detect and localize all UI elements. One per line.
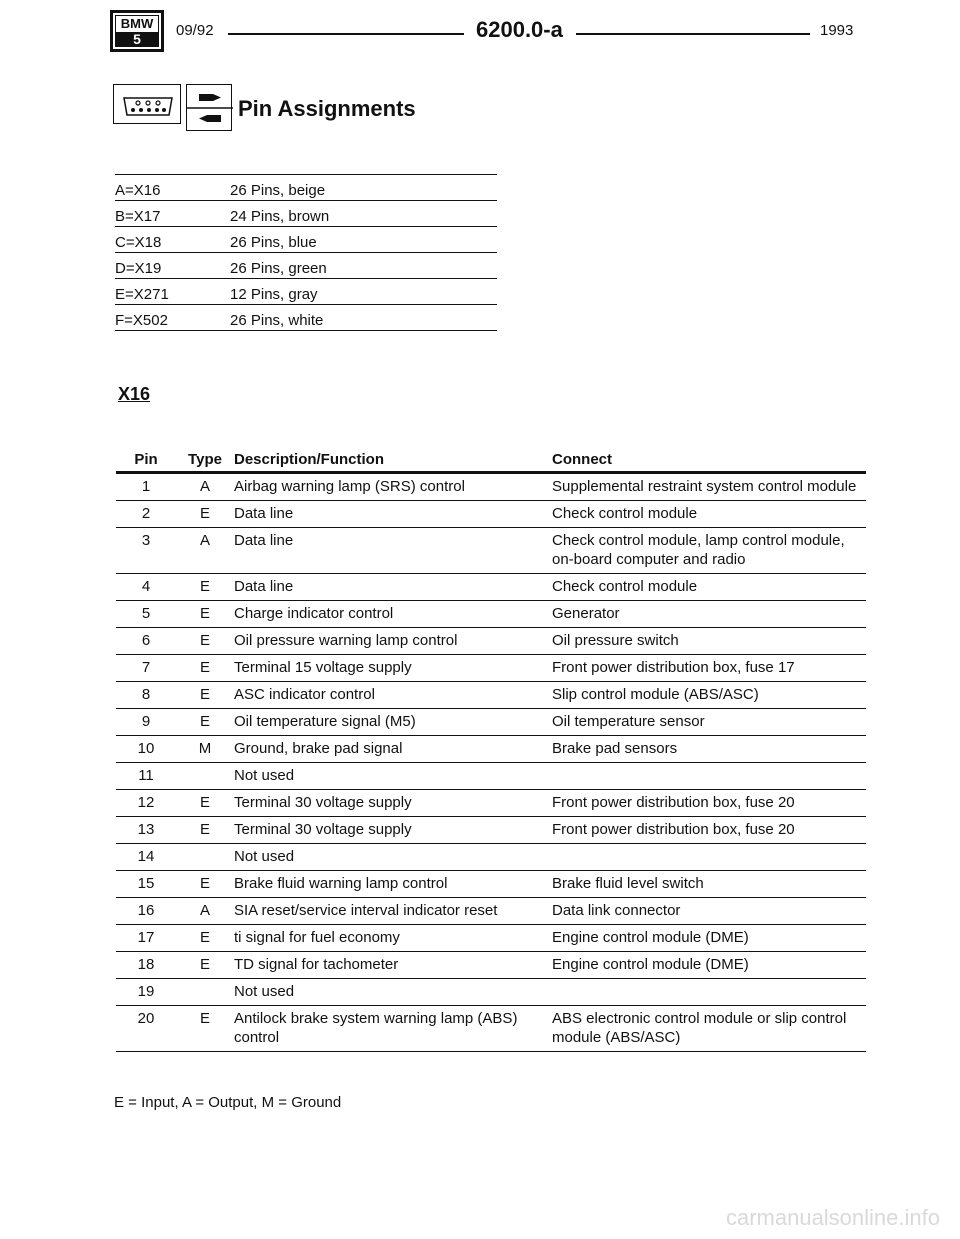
table-row [116, 952, 866, 979]
pin-number: 20 [116, 1006, 176, 1052]
pin-connect: Check control module [552, 501, 866, 528]
pin-connect: Oil temperature sensor [552, 709, 866, 736]
logo-brand-text: BMW [115, 15, 159, 33]
pin-type [176, 763, 234, 790]
connector-icon [113, 84, 181, 124]
pin-type: E [176, 871, 234, 898]
pin-description: Not used [234, 979, 552, 1006]
table-row [116, 817, 866, 844]
table-row [116, 979, 866, 1006]
connector-row [115, 227, 497, 253]
connector-row [115, 175, 497, 201]
pin-number: 10 [116, 736, 176, 763]
pin-description: Not used [234, 763, 552, 790]
connector-description: 26 Pins, green [230, 253, 497, 279]
header-date: 09/92 [176, 22, 214, 39]
pin-number: 7 [116, 655, 176, 682]
document-code: 6200.0-a [476, 17, 563, 42]
pin-connect: Brake fluid level switch [552, 871, 866, 898]
header-description: Description/Function [234, 449, 552, 473]
pin-connect: Check control module [552, 574, 866, 601]
connector-description: 12 Pins, gray [230, 279, 497, 305]
pin-type: M [176, 736, 234, 763]
pin-connect: Brake pad sensors [552, 736, 866, 763]
table-header-row [116, 449, 866, 473]
logo-series-text: 5 [115, 32, 159, 47]
table-row [116, 736, 866, 763]
pin-description: Not used [234, 844, 552, 871]
pin-connect: Front power distribution box, fuse 17 [552, 655, 866, 682]
table-row [116, 790, 866, 817]
pin-number: 5 [116, 601, 176, 628]
pin-number: 12 [116, 790, 176, 817]
pin-type: E [176, 601, 234, 628]
pin-description: Oil pressure warning lamp control [234, 628, 552, 655]
table-row [116, 501, 866, 528]
pin-type: E [176, 817, 234, 844]
table-row [116, 601, 866, 628]
pin-number: 13 [116, 817, 176, 844]
pin-description: Data line [234, 501, 552, 528]
pin-connect: Front power distribution box, fuse 20 [552, 817, 866, 844]
connector-description: 26 Pins, blue [230, 227, 497, 253]
pin-description: Oil temperature signal (M5) [234, 709, 552, 736]
pin-number: 1 [116, 473, 176, 501]
pin-description: Airbag warning lamp (SRS) control [234, 473, 552, 501]
pin-connect: Oil pressure switch [552, 628, 866, 655]
pin-number: 18 [116, 952, 176, 979]
pin-description: Terminal 30 voltage supply [234, 817, 552, 844]
pin-number: 2 [116, 501, 176, 528]
pin-number: 17 [116, 925, 176, 952]
pin-connect: Front power distribution box, fuse 20 [552, 790, 866, 817]
header-connect: Connect [552, 449, 866, 473]
connector-id: D=X19 [115, 253, 230, 279]
pin-number: 4 [116, 574, 176, 601]
connector-id: B=X17 [115, 201, 230, 227]
connector-description: 26 Pins, beige [230, 175, 497, 201]
pin-description: Charge indicator control [234, 601, 552, 628]
table-row [116, 473, 866, 501]
pin-type: A [176, 473, 234, 501]
pin-connect: Check control module, lamp control module, on-board computer and radio [552, 528, 866, 574]
pin-description: Ground, brake pad signal [234, 736, 552, 763]
pin-description: Data line [234, 528, 552, 574]
pin-description: Brake fluid warning lamp control [234, 871, 552, 898]
table-row [116, 655, 866, 682]
pin-connect: Engine control module (DME) [552, 925, 866, 952]
pin-description: TD signal for tachometer [234, 952, 552, 979]
pin-connect [552, 844, 866, 871]
pin-assignment-table [116, 449, 866, 1052]
table-row [116, 628, 866, 655]
pin-connect: Data link connector [552, 898, 866, 925]
pin-type: E [176, 709, 234, 736]
watermark: carmanualsonline.info [725, 1205, 940, 1230]
header-pin: Pin [116, 449, 176, 473]
connector-heading: X16 [118, 384, 151, 404]
table-row [116, 682, 866, 709]
pin-number: 11 [116, 763, 176, 790]
connector-row [115, 253, 497, 279]
table-row [116, 898, 866, 925]
pin-description: Terminal 15 voltage supply [234, 655, 552, 682]
pin-connect [552, 763, 866, 790]
section-title: Pin Assignments [238, 96, 416, 121]
pin-connect: ABS electronic control module or slip control module (ABS/ASC) [552, 1006, 866, 1052]
connector-description: 26 Pins, white [230, 305, 497, 331]
header-rule-right [576, 33, 810, 35]
table-row [116, 574, 866, 601]
header-rule-left [228, 33, 464, 35]
table-row [116, 528, 866, 574]
pin-number: 14 [116, 844, 176, 871]
pin-type [176, 979, 234, 1006]
pin-description: Data line [234, 574, 552, 601]
table-row [116, 763, 866, 790]
pin-number: 9 [116, 709, 176, 736]
connector-id: A=X16 [115, 175, 230, 201]
table-row [116, 844, 866, 871]
pin-number: 6 [116, 628, 176, 655]
pin-description: Antilock brake system warning lamp (ABS) control [234, 1006, 552, 1052]
connector-list [115, 174, 497, 331]
pin-type [176, 844, 234, 871]
table-row [116, 709, 866, 736]
pin-number: 16 [116, 898, 176, 925]
connector-row [115, 279, 497, 305]
pin-connect: Slip control module (ABS/ASC) [552, 682, 866, 709]
connector-row [115, 201, 497, 227]
pin-number: 8 [116, 682, 176, 709]
header-year: 1993 [820, 22, 854, 39]
pin-description: SIA reset/service interval indicator reset [234, 898, 552, 925]
pin-description: ti signal for fuel economy [234, 925, 552, 952]
pin-type: E [176, 501, 234, 528]
connector-id: C=X18 [115, 227, 230, 253]
table-row [116, 925, 866, 952]
pin-type: E [176, 682, 234, 709]
pin-connect: Supplemental restraint system control module [552, 473, 866, 501]
header-type: Type [176, 449, 234, 473]
pin-type: E [176, 655, 234, 682]
table-row [116, 1006, 866, 1052]
pin-number: 3 [116, 528, 176, 574]
pin-number: 19 [116, 979, 176, 1006]
pin-connect [552, 979, 866, 1006]
pin-type: A [176, 528, 234, 574]
pin-connect: Generator [552, 601, 866, 628]
pin-type: E [176, 628, 234, 655]
pin-type: E [176, 952, 234, 979]
pin-type: A [176, 898, 234, 925]
pin-connect: Engine control module (DME) [552, 952, 866, 979]
connector-description: 24 Pins, brown [230, 201, 497, 227]
pin-type: E [176, 925, 234, 952]
pin-type: E [176, 1006, 234, 1052]
pin-type: E [176, 790, 234, 817]
pin-description: ASC indicator control [234, 682, 552, 709]
connector-id: F=X502 [115, 305, 230, 331]
bmw-logo [110, 10, 164, 52]
type-legend: E = Input, A = Output, M = Ground [114, 1094, 342, 1111]
pin-direction-icon [186, 84, 232, 131]
connector-row [115, 305, 497, 331]
table-row [116, 871, 866, 898]
pin-type: E [176, 574, 234, 601]
pin-description: Terminal 30 voltage supply [234, 790, 552, 817]
pin-number: 15 [116, 871, 176, 898]
connector-id: E=X271 [115, 279, 230, 305]
